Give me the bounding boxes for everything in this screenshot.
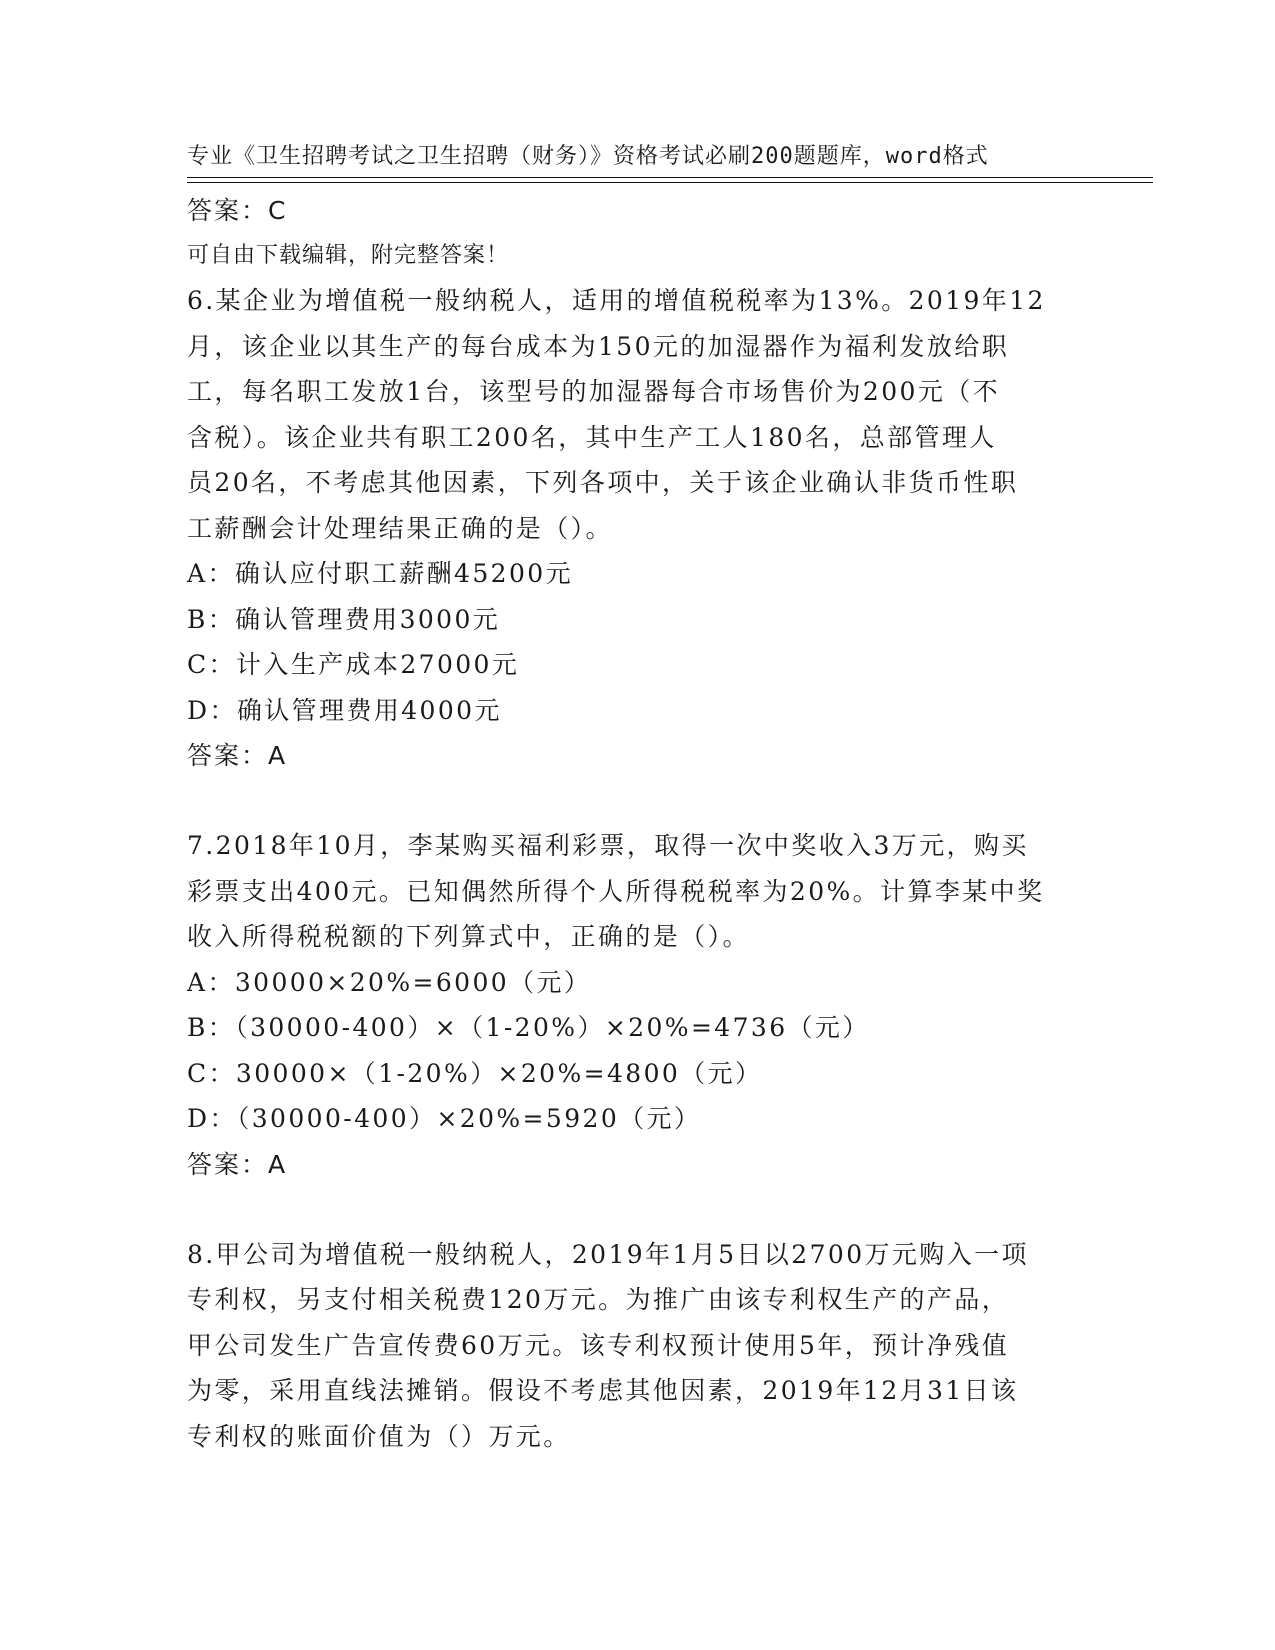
question-8	[187, 1232, 1087, 1460]
question-stem-line: 工，每名职工发放1台，该型号的加湿器每合市场售价为200元（不	[187, 377, 1001, 406]
question-stem-line: 收入所得税税额的下列算式中，正确的是（）。	[187, 922, 750, 951]
question-stem-line: 7.2018年10月，李某购买福利彩票，取得一次中奖收入3万元，购买	[187, 831, 1029, 860]
question-6	[187, 278, 1087, 778]
question-stem-line: 含税）。该企业共有职工200名，其中生产工人180名，总部管理人	[187, 422, 997, 452]
option-c: C：30000×（1-20%）×20%=4800（元）	[187, 1058, 763, 1088]
answer-line: 答案：A	[187, 741, 288, 770]
question-stem-line: 专利权，另支付相关税费120万元。为推广由该专利权生产的产品，	[187, 1285, 1010, 1314]
option-a: A：确认应付职工薪酬45200元	[187, 559, 573, 588]
question-stem-line: 为零，采用直线法摊销。假设不考虑其他因素，2019年12月31日该	[187, 1376, 1019, 1405]
header-divider-bottom	[187, 182, 1153, 183]
question-stem-line: 专利权的账面价值为（）万元。	[187, 1421, 571, 1451]
question-stem-line: 彩票支出400元。已知偶然所得个人所得税税率为20%。计算李某中奖	[187, 876, 1045, 906]
option-d: D：确认管理费用4000元	[187, 695, 502, 725]
question-stem-line: 8.甲公司为增值税一般纳税人，2019年1月5日以2700万元购入一项	[187, 1239, 1029, 1269]
question-stem-line: 工薪酬会计处理结果正确的是（）。	[187, 513, 613, 543]
answer-line: 答案：C	[187, 196, 288, 225]
option-b: B：（30000-400）×（1-20%）×20%=4736（元）	[187, 1013, 870, 1042]
option-a: A：30000×20%=6000（元）	[187, 967, 592, 997]
question-stem-line: 月，该企业以其生产的每台成本为150元的加湿器作为福利发放给职	[187, 331, 1010, 361]
option-c: C：计入生产成本27000元	[187, 650, 520, 679]
question-stem-line: 甲公司发生广告宣传费60万元。该专利权预计使用5年，预计净残值	[187, 1330, 1010, 1360]
answer-line: 答案：A	[187, 1149, 288, 1179]
question-7	[187, 823, 1087, 1187]
header-divider-top	[187, 177, 1153, 178]
header-line-1: 专业《卫生招聘考试之卫生招聘（财务）》资格考试必刷200题题库，word格式	[187, 144, 989, 169]
question-stem-line: 员20名，不考虑其他因素，下列各项中，关于该企业确认非货币性职	[187, 468, 1019, 497]
option-d: D：（30000-400）×20%=5920（元）	[187, 1104, 702, 1133]
document-body	[187, 188, 1087, 1459]
question-stem-line: 6.某企业为增值税一般纳税人，适用的增值税税率为13%。2019年12	[187, 286, 1046, 315]
header-line-2: 可自由下载编辑，附完整答案！	[187, 243, 510, 268]
option-b: B：确认管理费用3000元	[187, 604, 501, 634]
